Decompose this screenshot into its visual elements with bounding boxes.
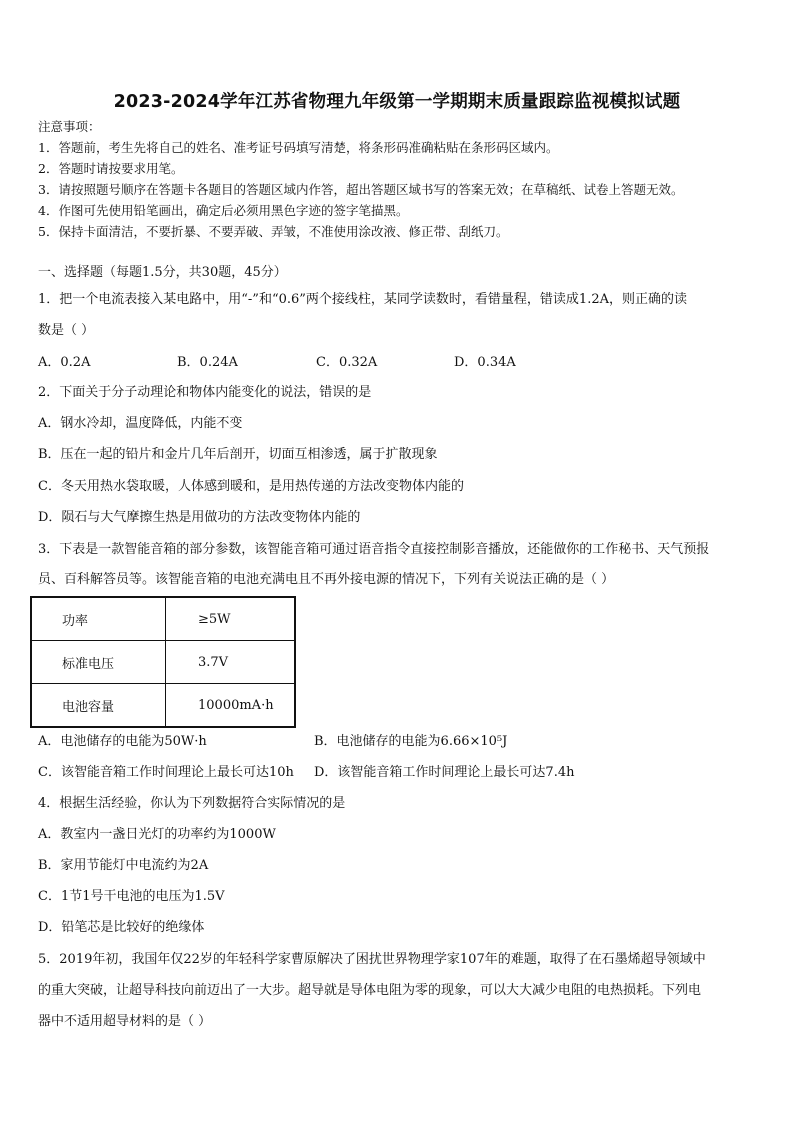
q5-stem-cont: 的重大突破，让超导科技向前迈出了一大步。超导就是导体电阻为零的现象，可以大大减少电阻的电热损耗。下列电 (38, 983, 702, 998)
q4-option-d: D．铅笔芯是比较好的绝缘体 (38, 920, 205, 935)
q1-options (38, 354, 758, 372)
q3-option-c: C．该智能音箱工作时间理论上最长可达10h (38, 765, 294, 780)
page-title: 2023-2024学年江苏省物理九年级第一学期期末质量跟踪监视模拟试题 (113, 92, 681, 112)
q2-option-c: C．冬天用热水袋取暖，人体感到暖和，是用热传递的方法改变物体内能的 (38, 479, 464, 494)
q1-option-b: B．0.24A (177, 355, 238, 370)
table-row (31, 641, 295, 684)
notice-item: 4．作图可先使用铅笔画出，确定后必须用黑色字迹的签字笔描黑。 (38, 203, 409, 218)
q4-option-a: A．教室内一盏日光灯的功率约为1000W (38, 827, 276, 842)
table-row (31, 684, 295, 728)
spec-key: 电池容量 (31, 684, 166, 728)
notice-heading: 注意事项： (38, 119, 101, 134)
notice-item: 5．保持卡面清洁，不要折暴、不要弄破、弄皱，不准使用涂改液、修正带、刮纸刀。 (38, 224, 509, 239)
q4-option-b: B．家用节能灯中电流约为2A (38, 858, 209, 873)
notice-item: 1．答题前，考生先将自己的姓名、准考证号码填写清楚，将条形码准确粘贴在条形码区域内。 (38, 140, 559, 155)
q1-stem: 1．把一个电流表接入某电路中，用“-”和“0.6”两个接线柱，某同学读数时，看错量程，错读成1.2A，则正确的读 (38, 292, 687, 307)
q3-option-b: B．电池储存的电能为6.66×10⁵J (314, 734, 508, 749)
q5-stem-cont: 器中不适用超导材料的是（ ） (38, 1014, 212, 1029)
section-heading: 一、选择题（每题1.5分，共30题，45分） (38, 265, 287, 280)
q3-stem: 3．下表是一款智能音箱的部分参数，该智能音箱可通过语音指令直接控制影音播放，还能做你的工作秘书、天气预报 (38, 542, 710, 557)
q3-option-d: D．该智能音箱工作时间理论上最长可达7.4h (314, 765, 575, 780)
q2-option-d: D．陨石与大气摩擦生热是用做功的方法改变物体内能的 (38, 510, 361, 525)
table-row (31, 597, 295, 641)
q1-option-a: A．0.2A (38, 355, 91, 370)
q1-stem-cont: 数是（ ） (38, 323, 95, 338)
q3-stem-cont: 员、百科解答员等。该智能音箱的电池充满电且不再外接电源的情况下，下列有关说法正确的是（ ） (38, 572, 615, 587)
q2-option-a: A．钢水冷却，温度降低，内能不变 (38, 416, 243, 431)
q2-stem: 2．下面关于分子动理论和物体内能变化的说法，错误的是 (38, 385, 372, 400)
q3-option-a: A．电池储存的电能为50W·h (38, 734, 207, 749)
spec-value: 10000mA·h (166, 684, 296, 728)
spec-key: 功率 (31, 597, 166, 641)
notice-item: 3．请按照题号顺序在答题卡各题目的答题区域内作答，超出答题区域书写的答案无效；在草稿纸、试卷上答题无效。 (38, 182, 684, 197)
q4-option-c: C．1节1号干电池的电压为1.5V (38, 889, 225, 904)
q1-option-c: C．0.32A (316, 355, 378, 370)
notice-item: 2．答题时请按要求用笔。 (38, 161, 184, 176)
q3-options-cd (38, 764, 758, 782)
spec-table (30, 596, 296, 728)
spec-key: 标准电压 (31, 641, 166, 684)
q3-options-ab (38, 733, 758, 751)
spec-value: ≥5W (166, 597, 296, 641)
q1-option-d: D．0.34A (454, 355, 516, 370)
q4-stem: 4．根据生活经验，你认为下列数据符合实际情况的是 (38, 796, 346, 811)
q5-stem: 5．2019年初，我国年仅22岁的年轻科学家曹原解决了困扰世界物理学家107年的难题，取得了在石墨烯超导领域中 (38, 952, 706, 967)
q2-option-b: B．压在一起的铅片和金片几年后剖开，切面互相渗透，属于扩散现象 (38, 447, 438, 462)
spec-value: 3.7V (166, 641, 296, 684)
